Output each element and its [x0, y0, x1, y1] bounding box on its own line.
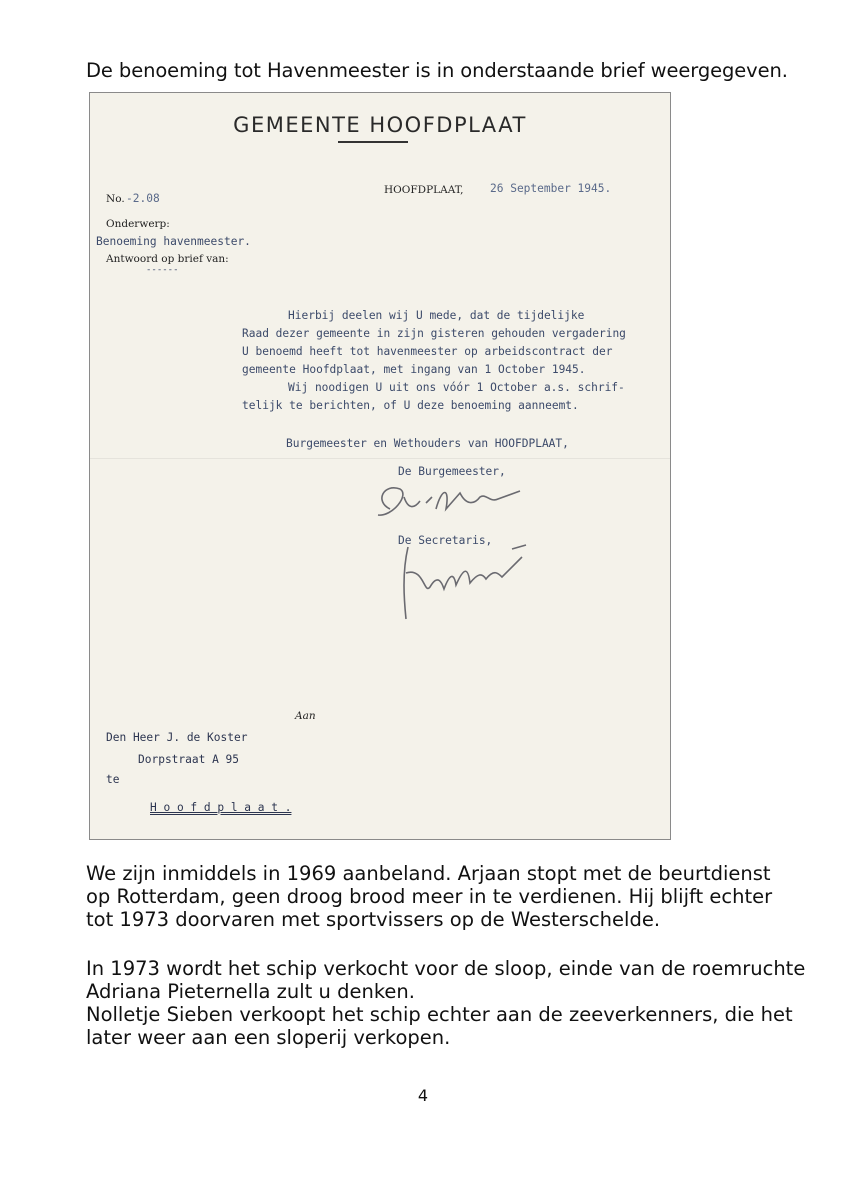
place-label: HOOFDPLAAT, — [384, 184, 464, 196]
body-line-2: Raad dezer gemeente in zijn gisteren gehouden vergadering — [242, 327, 626, 340]
body-line-4: gemeente Hoofdplaat, met ingang van 1 October 1945. — [242, 363, 586, 376]
secretary-title: De Secretaris, — [398, 534, 493, 547]
body-line-1: Hierbij deelen wij U mede, dat de tijdelijke — [288, 309, 585, 322]
paragraph-2-line: In 1973 wordt het schip verkocht voor de sloop, einde van de roemruchte — [86, 957, 806, 980]
mayor-title: De Burgemeester, — [398, 465, 506, 478]
paragraph-1-line: op Rotterdam, geen droog brood meer in te verdienen. Hij blijft echter — [86, 885, 773, 908]
paragraph-1-line: We zijn inmiddels in 1969 aanbeland. Arjaan stopt met de beurtdienst — [86, 862, 771, 885]
paragraph-2-line: Nolletje Sieben verkoopt het schip echter aan de zeeverkenners, die het — [86, 1003, 793, 1026]
fold-line — [90, 458, 670, 459]
reply-value: ------ — [146, 265, 179, 275]
recipient-street: Dorpstraat A 95 — [138, 753, 240, 766]
body-line-5: Wij noodigen U uit ons vóór 1 October a.s. schrif- — [288, 381, 625, 394]
sender-line: Burgemeester en Wethouders van HOOFDPLAAT, — [286, 437, 569, 450]
to-label: Aan — [295, 710, 316, 722]
mayor-signature — [370, 479, 540, 525]
paragraph-1 — [86, 862, 798, 931]
number-value: -2.08 — [126, 192, 160, 205]
paragraph-2 — [86, 957, 806, 1049]
paragraph-2-line: Adriana Pieternella zult u denken. — [86, 980, 415, 1003]
subject-label: Onderwerp: — [106, 218, 170, 230]
reply-label: Antwoord op brief van: — [106, 253, 229, 265]
letterhead-title: GEMEENTE HOOFDPLAAT — [233, 113, 527, 137]
paragraph-1-line: tot 1973 doorvaren met sportvissers op de Westerschelde. — [86, 908, 661, 931]
number-label: No. — [106, 193, 125, 205]
recipient-city: H o o f d p l a a t . — [150, 801, 292, 814]
te-label: te — [106, 773, 120, 786]
body-line-3: U benoemd heeft tot havenmeester op arbeidscontract der — [242, 345, 613, 358]
letter-scan — [89, 92, 671, 840]
page-number: 4 — [417, 1086, 429, 1105]
intro-text: De benoeming tot Havenmeester is in onderstaande brief weergegeven. — [86, 59, 788, 82]
secretary-signature — [394, 543, 544, 623]
paragraph-2-line: later weer aan een sloperij verkopen. — [86, 1026, 451, 1049]
subject-value: Benoeming havenmeester. — [96, 235, 251, 248]
recipient-name: Den Heer J. de Koster — [106, 731, 248, 744]
body-line-6: telijk te berichten, of U deze benoeming aanneemt. — [242, 399, 579, 412]
letter-date: 26 September 1945. — [490, 182, 612, 195]
letterhead-rule — [338, 141, 408, 143]
